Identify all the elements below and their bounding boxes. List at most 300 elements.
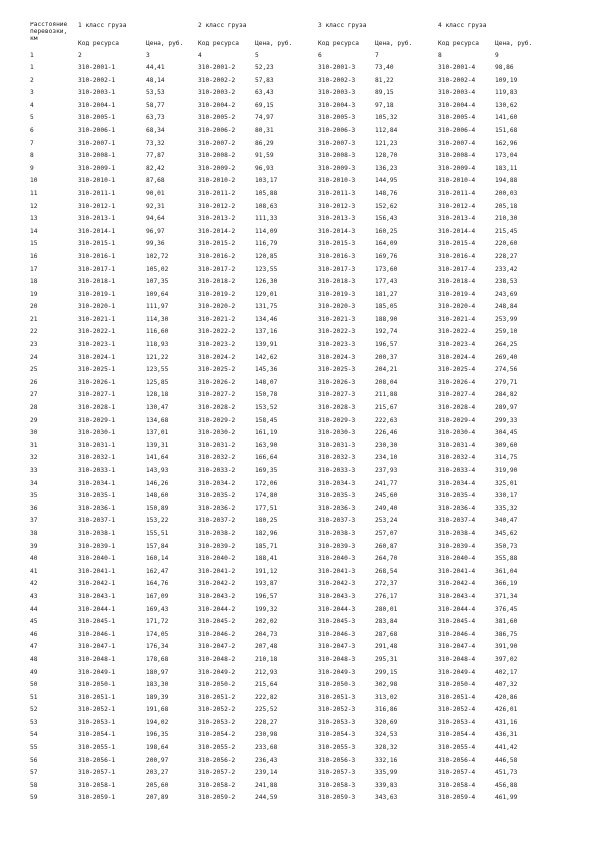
distance-cell: 18 <box>30 278 38 286</box>
code-cell: 310-2036-4 <box>438 504 476 512</box>
price-cell: 215,64 <box>255 681 278 689</box>
code-cell: 310-2044-2 <box>198 605 236 613</box>
code-cell: 310-2013-4 <box>438 215 476 223</box>
code-cell: 310-2042-3 <box>318 580 356 588</box>
price-cell: 446,58 <box>495 756 518 764</box>
distance-header: Расстояние перевозки, км <box>30 22 68 42</box>
code-cell: 310-2045-3 <box>318 618 356 626</box>
price-cell: 302,98 <box>375 681 398 689</box>
code-cell: 310-2028-2 <box>198 404 236 412</box>
table-row <box>30 515 570 528</box>
price-cell: 177,51 <box>255 504 278 512</box>
code-cell: 310-2005-4 <box>438 114 476 122</box>
price-cell: 48,14 <box>146 76 165 84</box>
code-cell: 310-2049-3 <box>318 668 356 676</box>
code-cell: 310-2003-4 <box>438 89 476 97</box>
price-cell: 105,32 <box>375 114 398 122</box>
price-cell: 152,62 <box>375 202 398 210</box>
price-cell: 174,80 <box>255 492 278 500</box>
code-cell: 310-2040-4 <box>438 555 476 563</box>
code-cell: 310-2052-2 <box>198 706 236 714</box>
price-cell: 150,89 <box>146 504 169 512</box>
column-number: 7 <box>375 52 379 59</box>
code-cell: 310-2035-3 <box>318 492 356 500</box>
price-cell: 164,09 <box>375 240 398 248</box>
price-cell: 196,35 <box>146 731 169 739</box>
distance-cell: 49 <box>30 668 38 676</box>
code-cell: 310-2051-2 <box>198 693 236 701</box>
code-cell: 310-2008-2 <box>198 152 236 160</box>
code-cell: 310-2020-3 <box>318 303 356 311</box>
column-number: 4 <box>198 52 202 59</box>
code-cell: 310-2034-2 <box>198 479 236 487</box>
code-cell: 310-2055-4 <box>438 744 476 752</box>
price-cell: 226,46 <box>375 429 398 437</box>
code-cell: 310-2009-1 <box>78 164 116 172</box>
code-cell: 310-2037-1 <box>78 517 116 525</box>
price-cell: 94,64 <box>146 215 165 223</box>
code-header: Код ресурса <box>78 40 119 47</box>
code-cell: 310-2019-2 <box>198 290 236 298</box>
code-cell: 310-2052-4 <box>438 706 476 714</box>
table-row <box>30 402 570 415</box>
code-cell: 310-2055-3 <box>318 744 356 752</box>
price-cell: 280,01 <box>375 605 398 613</box>
code-cell: 310-2014-4 <box>438 227 476 235</box>
code-cell: 310-2016-3 <box>318 252 356 260</box>
price-cell: 233,42 <box>495 265 518 273</box>
table-row <box>30 112 570 125</box>
price-cell: 128,18 <box>146 391 169 399</box>
distance-cell: 15 <box>30 240 38 248</box>
price-cell: 276,17 <box>375 592 398 600</box>
price-cell: 431,16 <box>495 718 518 726</box>
price-cell: 81,22 <box>375 76 394 84</box>
code-cell: 310-2038-4 <box>438 529 476 537</box>
price-cell: 191,12 <box>255 567 278 575</box>
code-header: Код ресурса <box>318 40 359 47</box>
table-row <box>30 427 570 440</box>
price-cell: 181,27 <box>375 290 398 298</box>
price-cell: 82,42 <box>146 164 165 172</box>
code-cell: 310-2029-1 <box>78 416 116 424</box>
table-row <box>30 251 570 264</box>
price-cell: 230,98 <box>255 731 278 739</box>
table-row <box>30 667 570 680</box>
code-cell: 310-2001-3 <box>318 64 356 71</box>
price-cell: 233,68 <box>255 744 278 752</box>
code-cell: 310-2005-2 <box>198 114 236 122</box>
distance-cell: 25 <box>30 366 38 374</box>
price-cell: 386,75 <box>495 630 518 638</box>
code-cell: 310-2008-3 <box>318 152 356 160</box>
code-cell: 310-2027-3 <box>318 391 356 399</box>
code-cell: 310-2056-4 <box>438 756 476 764</box>
code-cell: 310-2016-4 <box>438 252 476 260</box>
price-cell: 103,17 <box>255 177 278 185</box>
table-row <box>30 188 570 201</box>
code-cell: 310-2033-2 <box>198 467 236 474</box>
price-cell: 441,42 <box>495 744 518 752</box>
code-cell: 310-2039-3 <box>318 542 356 550</box>
table-row <box>30 616 570 629</box>
code-cell: 310-2029-4 <box>438 416 476 424</box>
price-cell: 182,96 <box>255 529 278 537</box>
price-cell: 313,02 <box>375 693 398 701</box>
distance-cell: 41 <box>30 567 38 575</box>
price-cell: 108,63 <box>255 202 278 210</box>
price-cell: 193,87 <box>255 580 278 588</box>
code-cell: 310-2039-1 <box>78 542 116 550</box>
table-row <box>30 792 570 805</box>
code-cell: 310-2053-1 <box>78 718 116 726</box>
code-cell: 310-2017-2 <box>198 265 236 273</box>
distance-cell: 14 <box>30 227 38 235</box>
code-cell: 310-2041-4 <box>438 567 476 575</box>
price-cell: 243,69 <box>495 290 518 298</box>
table-row <box>30 717 570 730</box>
price-cell: 169,43 <box>146 605 169 613</box>
code-cell: 310-2048-3 <box>318 655 356 663</box>
table-row <box>30 238 570 251</box>
code-cell: 310-2012-3 <box>318 202 356 210</box>
table-row <box>30 150 570 163</box>
code-cell: 310-2016-2 <box>198 252 236 260</box>
table-row <box>30 125 570 138</box>
price-cell: 355,88 <box>495 555 518 563</box>
price-cell: 174,05 <box>146 630 169 638</box>
code-cell: 310-2058-4 <box>438 781 476 789</box>
code-cell: 310-2033-4 <box>438 467 476 474</box>
column-number: 3 <box>146 52 150 59</box>
table-row <box>30 503 570 516</box>
code-cell: 310-2003-3 <box>318 89 356 97</box>
price-cell: 257,07 <box>375 529 398 537</box>
price-cell: 192,74 <box>375 328 398 336</box>
distance-cell: 27 <box>30 391 38 399</box>
price-cell: 73,32 <box>146 139 165 147</box>
code-cell: 310-2010-3 <box>318 177 356 185</box>
distance-cell: 52 <box>30 706 38 714</box>
price-cell: 167,09 <box>146 592 169 600</box>
code-cell: 310-2033-1 <box>78 467 116 474</box>
code-cell: 310-2027-1 <box>78 391 116 399</box>
distance-cell: 38 <box>30 529 38 537</box>
price-cell: 314,75 <box>495 454 518 462</box>
price-cell: 158,45 <box>255 416 278 424</box>
price-cell: 105,02 <box>146 265 169 273</box>
code-cell: 310-2035-1 <box>78 492 116 500</box>
table-row <box>30 566 570 579</box>
table-row <box>30 326 570 339</box>
table-row <box>30 604 570 617</box>
code-cell: 310-2028-3 <box>318 404 356 412</box>
code-cell: 310-2037-2 <box>198 517 236 525</box>
code-cell: 310-2019-1 <box>78 290 116 298</box>
price-cell: 134,68 <box>146 416 169 424</box>
code-cell: 310-2040-2 <box>198 555 236 563</box>
code-cell: 310-2058-3 <box>318 781 356 789</box>
code-cell: 310-2027-2 <box>198 391 236 399</box>
code-cell: 310-2027-4 <box>438 391 476 399</box>
price-cell: 176,34 <box>146 643 169 651</box>
price-cell: 139,91 <box>255 341 278 349</box>
code-cell: 310-2047-3 <box>318 643 356 651</box>
code-cell: 310-2059-4 <box>438 794 476 802</box>
code-cell: 310-2032-1 <box>78 454 116 462</box>
table-row <box>30 314 570 327</box>
column-number: 9 <box>495 52 499 59</box>
price-cell: 274,56 <box>495 366 518 374</box>
price-cell: 343,63 <box>375 794 398 802</box>
code-cell: 310-2049-1 <box>78 668 116 676</box>
price-cell: 120,85 <box>255 252 278 260</box>
code-cell: 310-2025-4 <box>438 366 476 374</box>
distance-cell: 21 <box>30 315 38 323</box>
price-cell: 316,86 <box>375 706 398 714</box>
code-cell: 310-2024-2 <box>198 353 236 361</box>
code-cell: 310-2014-3 <box>318 227 356 235</box>
price-cell: 102,72 <box>146 252 169 260</box>
price-cell: 116,79 <box>255 240 278 248</box>
code-cell: 310-2002-4 <box>438 76 476 84</box>
distance-cell: 54 <box>30 731 38 739</box>
price-cell: 91,59 <box>255 152 274 160</box>
code-cell: 310-2054-4 <box>438 731 476 739</box>
code-cell: 310-2057-3 <box>318 769 356 777</box>
distance-cell: 50 <box>30 681 38 689</box>
price-cell: 137,01 <box>146 429 169 437</box>
price-cell: 299,15 <box>375 668 398 676</box>
distance-cell: 17 <box>30 265 38 273</box>
price-cell: 131,75 <box>255 303 278 311</box>
price-cell: 144,95 <box>375 177 398 185</box>
distance-cell: 9 <box>30 164 34 172</box>
table-row <box>30 163 570 176</box>
code-cell: 310-2001-1 <box>78 64 116 71</box>
code-cell: 310-2059-1 <box>78 794 116 802</box>
price-cell: 123,55 <box>255 265 278 273</box>
code-cell: 310-2047-1 <box>78 643 116 651</box>
code-cell: 310-2007-1 <box>78 139 116 147</box>
code-cell: 310-2028-1 <box>78 404 116 412</box>
price-cell: 80,31 <box>255 126 274 134</box>
code-cell: 310-2044-1 <box>78 605 116 613</box>
code-cell: 310-2018-4 <box>438 278 476 286</box>
code-cell: 310-2023-3 <box>318 341 356 349</box>
price-cell: 402,17 <box>495 668 518 676</box>
table-row <box>30 175 570 188</box>
table-row <box>30 339 570 352</box>
price-cell: 126,30 <box>255 278 278 286</box>
price-cell: 44,41 <box>146 64 165 71</box>
price-cell: 155,51 <box>146 529 169 537</box>
code-cell: 310-2057-1 <box>78 769 116 777</box>
price-cell: 253,24 <box>375 517 398 525</box>
code-cell: 310-2054-1 <box>78 731 116 739</box>
code-cell: 310-2022-3 <box>318 328 356 336</box>
price-cell: 295,31 <box>375 655 398 663</box>
price-cell: 397,02 <box>495 655 518 663</box>
table-row <box>30 352 570 365</box>
distance-cell: 43 <box>30 592 38 600</box>
price-cell: 130,62 <box>495 101 518 109</box>
price-cell: 125,85 <box>146 378 169 386</box>
header-row-classes <box>30 22 570 36</box>
table-row <box>30 679 570 692</box>
price-cell: 105,88 <box>255 189 278 197</box>
price-cell: 111,33 <box>255 215 278 223</box>
table-row <box>30 490 570 503</box>
table-row <box>30 780 570 793</box>
price-cell: 172,06 <box>255 479 278 487</box>
code-cell: 310-2006-1 <box>78 126 116 134</box>
code-cell: 310-2020-2 <box>198 303 236 311</box>
code-cell: 310-2056-1 <box>78 756 116 764</box>
distance-cell: 28 <box>30 404 38 412</box>
price-cell: 208,04 <box>375 378 398 386</box>
table-row <box>30 264 570 277</box>
table-row <box>30 755 570 768</box>
price-cell: 73,40 <box>375 64 394 71</box>
price-cell: 173,04 <box>495 152 518 160</box>
code-cell: 310-2005-1 <box>78 114 116 122</box>
price-cell: 210,30 <box>495 215 518 223</box>
table-row <box>30 729 570 742</box>
price-cell: 237,93 <box>375 467 398 474</box>
price-cell: 86,29 <box>255 139 274 147</box>
price-cell: 112,84 <box>375 126 398 134</box>
code-cell: 310-2006-4 <box>438 126 476 134</box>
code-cell: 310-2032-2 <box>198 454 236 462</box>
code-cell: 310-2024-3 <box>318 353 356 361</box>
price-cell: 148,60 <box>146 492 169 500</box>
table-row <box>30 87 570 100</box>
class3-header: 3 класс груза <box>318 22 367 29</box>
code-cell: 310-2055-1 <box>78 744 116 752</box>
code-cell: 310-2050-4 <box>438 681 476 689</box>
distance-cell: 56 <box>30 756 38 764</box>
distance-cell: 53 <box>30 718 38 726</box>
code-cell: 310-2025-2 <box>198 366 236 374</box>
code-cell: 310-2042-4 <box>438 580 476 588</box>
price-cell: 69,15 <box>255 101 274 109</box>
table-row <box>30 742 570 755</box>
price-cell: 151,68 <box>495 126 518 134</box>
price-cell: 345,62 <box>495 529 518 537</box>
code-cell: 310-2049-2 <box>198 668 236 676</box>
column-number: 8 <box>438 52 442 59</box>
price-header: Цена, руб. <box>375 40 413 47</box>
code-cell: 310-2038-1 <box>78 529 116 537</box>
price-cell: 222,63 <box>375 416 398 424</box>
code-cell: 310-2039-2 <box>198 542 236 550</box>
code-cell: 310-2031-4 <box>438 441 476 449</box>
price-cell: 97,18 <box>375 101 394 109</box>
code-cell: 310-2022-4 <box>438 328 476 336</box>
table-row <box>30 440 570 453</box>
code-cell: 310-2036-1 <box>78 504 116 512</box>
price-cell: 381,60 <box>495 618 518 626</box>
distance-cell: 5 <box>30 114 34 122</box>
table-row <box>30 276 570 289</box>
price-cell: 145,36 <box>255 366 278 374</box>
price-cell: 141,64 <box>146 454 169 462</box>
price-header: Цена, руб. <box>255 40 293 47</box>
code-cell: 310-2033-3 <box>318 467 356 474</box>
price-cell: 268,54 <box>375 567 398 575</box>
table-row <box>30 364 570 377</box>
price-cell: 461,99 <box>495 794 518 802</box>
code-cell: 310-2040-3 <box>318 555 356 563</box>
code-cell: 310-2041-2 <box>198 567 236 575</box>
price-cell: 248,84 <box>495 303 518 311</box>
code-cell: 310-2015-2 <box>198 240 236 248</box>
price-cell: 166,64 <box>255 454 278 462</box>
price-cell: 335,32 <box>495 504 518 512</box>
table-row <box>30 377 570 390</box>
table-row <box>30 465 570 478</box>
price-cell: 239,14 <box>255 769 278 777</box>
table-row <box>30 75 570 88</box>
price-cell: 116,60 <box>146 328 169 336</box>
code-cell: 310-2031-1 <box>78 441 116 449</box>
code-cell: 310-2048-4 <box>438 655 476 663</box>
price-cell: 245,60 <box>375 492 398 500</box>
distance-cell: 29 <box>30 416 38 424</box>
price-cell: 210,18 <box>255 655 278 663</box>
code-cell: 310-2004-2 <box>198 101 236 109</box>
distance-cell: 3 <box>30 89 34 97</box>
code-cell: 310-2053-3 <box>318 718 356 726</box>
code-cell: 310-2011-2 <box>198 189 236 197</box>
table-row <box>30 213 570 226</box>
table-row <box>30 452 570 465</box>
price-cell: 156,43 <box>375 215 398 223</box>
price-cell: 451,73 <box>495 769 518 777</box>
code-cell: 310-2037-4 <box>438 517 476 525</box>
distance-cell: 23 <box>30 341 38 349</box>
distance-cell: 26 <box>30 378 38 386</box>
price-cell: 228,27 <box>255 718 278 726</box>
column-number: 1 <box>30 52 34 59</box>
price-cell: 207,89 <box>146 794 169 802</box>
price-cell: 420,86 <box>495 693 518 701</box>
price-cell: 162,47 <box>146 567 169 575</box>
code-cell: 310-2048-1 <box>78 655 116 663</box>
price-cell: 121,23 <box>375 139 398 147</box>
price-cell: 164,76 <box>146 580 169 588</box>
code-cell: 310-2035-4 <box>438 492 476 500</box>
price-cell: 185,71 <box>255 542 278 550</box>
price-cell: 161,19 <box>255 429 278 437</box>
price-cell: 139,31 <box>146 441 169 449</box>
price-cell: 109,19 <box>495 76 518 84</box>
code-cell: 310-2041-1 <box>78 567 116 575</box>
price-cell: 196,57 <box>255 592 278 600</box>
price-cell: 169,76 <box>375 252 398 260</box>
code-cell: 310-2022-2 <box>198 328 236 336</box>
price-cell: 260,87 <box>375 542 398 550</box>
code-cell: 310-2044-3 <box>318 605 356 613</box>
price-cell: 153,52 <box>255 404 278 412</box>
header-row-columns <box>30 36 570 49</box>
price-cell: 264,70 <box>375 555 398 563</box>
price-cell: 436,31 <box>495 731 518 739</box>
price-cell: 148,07 <box>255 378 278 386</box>
price-cell: 205,60 <box>146 781 169 789</box>
code-cell: 310-2023-4 <box>438 341 476 349</box>
